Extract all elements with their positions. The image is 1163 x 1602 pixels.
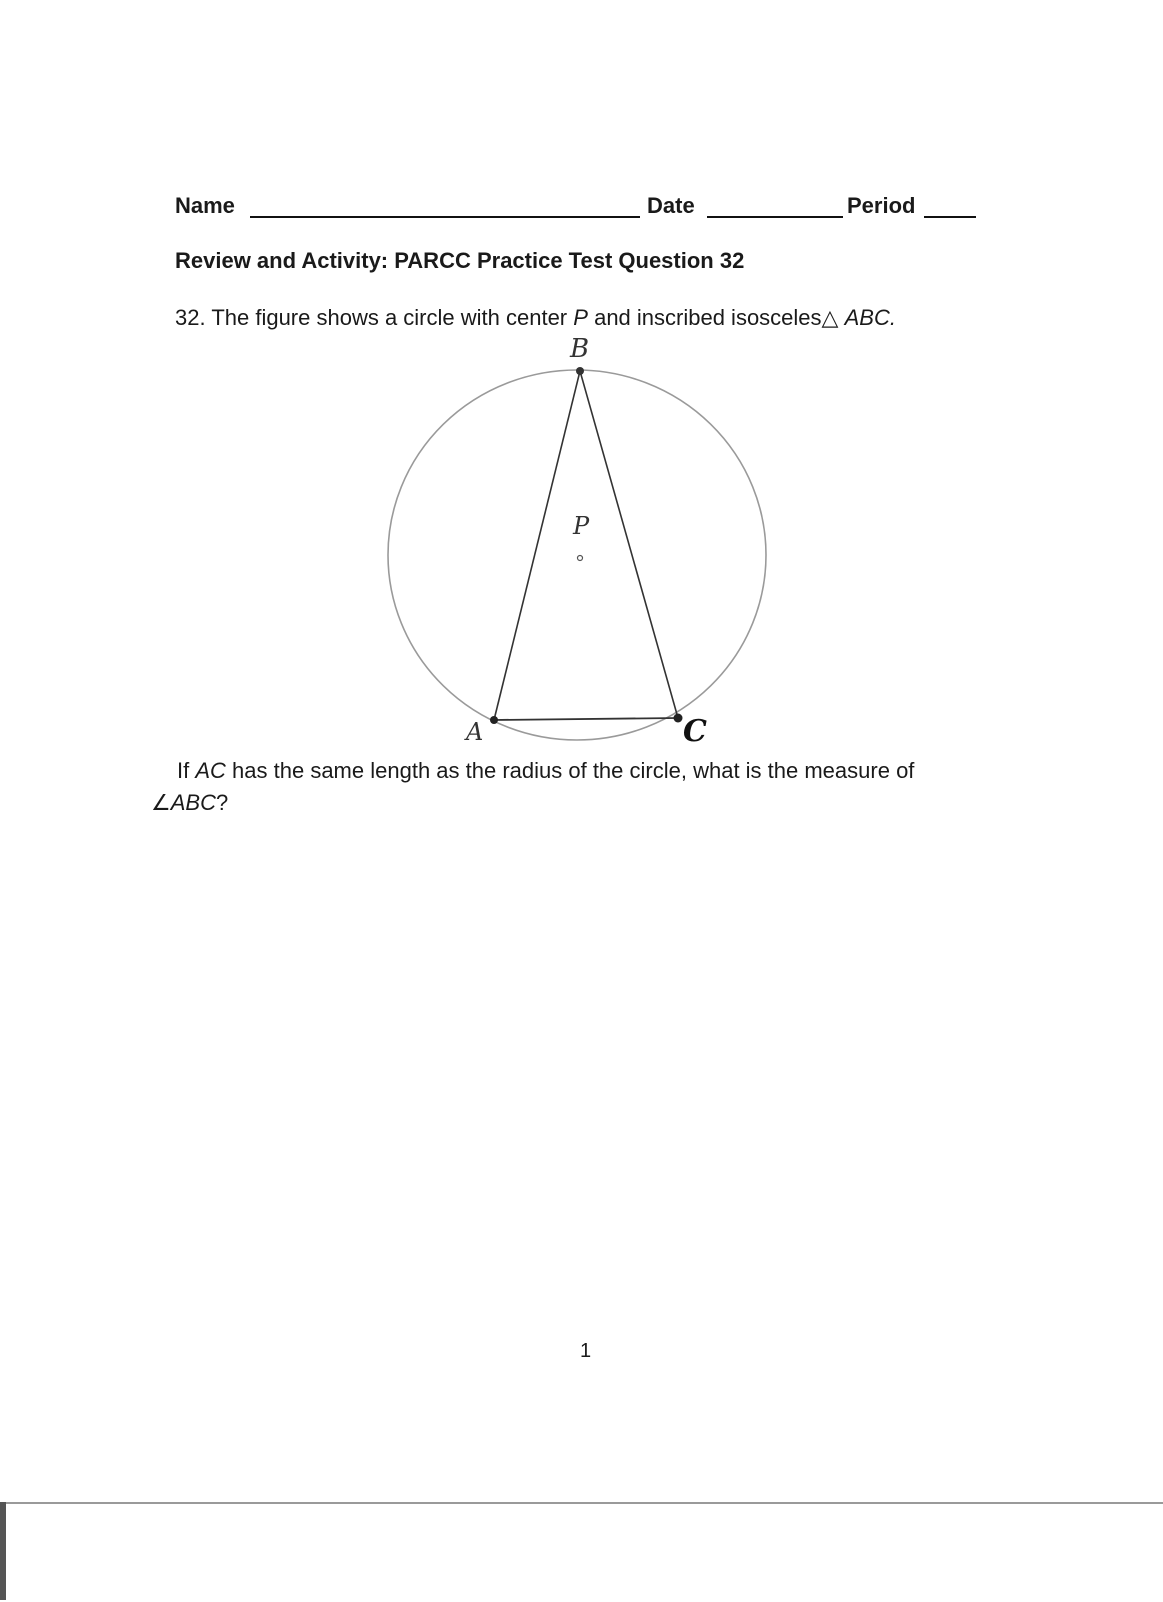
date-label: Date <box>647 193 695 218</box>
vertex-a <box>490 716 498 724</box>
angle-symbol: ∠ <box>151 790 171 815</box>
worksheet-title: Review and Activity: PARCC Practice Test Question 32 <box>175 248 745 273</box>
vertex-b <box>576 367 584 375</box>
question-number: 32. <box>175 305 206 330</box>
triangle-symbol: △ <box>821 305 839 330</box>
triangle-name: ABC. <box>844 305 896 330</box>
angle-name: ABC <box>170 790 216 815</box>
question-mark: ? <box>215 790 229 815</box>
center-point <box>578 556 583 561</box>
center-variable: P <box>573 305 588 330</box>
label-p: P <box>573 512 590 540</box>
question-text-1: The figure shows a circle with center <box>211 305 568 330</box>
scan-left-edge <box>0 1502 6 1600</box>
side-ba <box>494 371 580 720</box>
question-followup <box>177 752 1017 789</box>
vertex-c <box>674 714 683 723</box>
period-label: Period <box>847 193 916 218</box>
followup-if: If <box>177 758 190 783</box>
segment-name: AC <box>195 758 226 783</box>
question-followup-line2 <box>151 790 228 816</box>
followup-text: has the same length as the radius of the circle, what is the measure of <box>232 758 915 783</box>
side-bc <box>580 371 678 718</box>
page-number: 1 <box>580 1340 592 1362</box>
label-a: A <box>466 718 484 746</box>
question-text-2: and inscribed isosceles <box>594 305 822 330</box>
circle <box>388 370 766 740</box>
name-label: Name <box>175 193 235 218</box>
side-ac <box>494 718 678 720</box>
label-c: C <box>683 714 707 749</box>
label-b: B <box>570 334 590 364</box>
scan-edge <box>0 1502 1163 1602</box>
